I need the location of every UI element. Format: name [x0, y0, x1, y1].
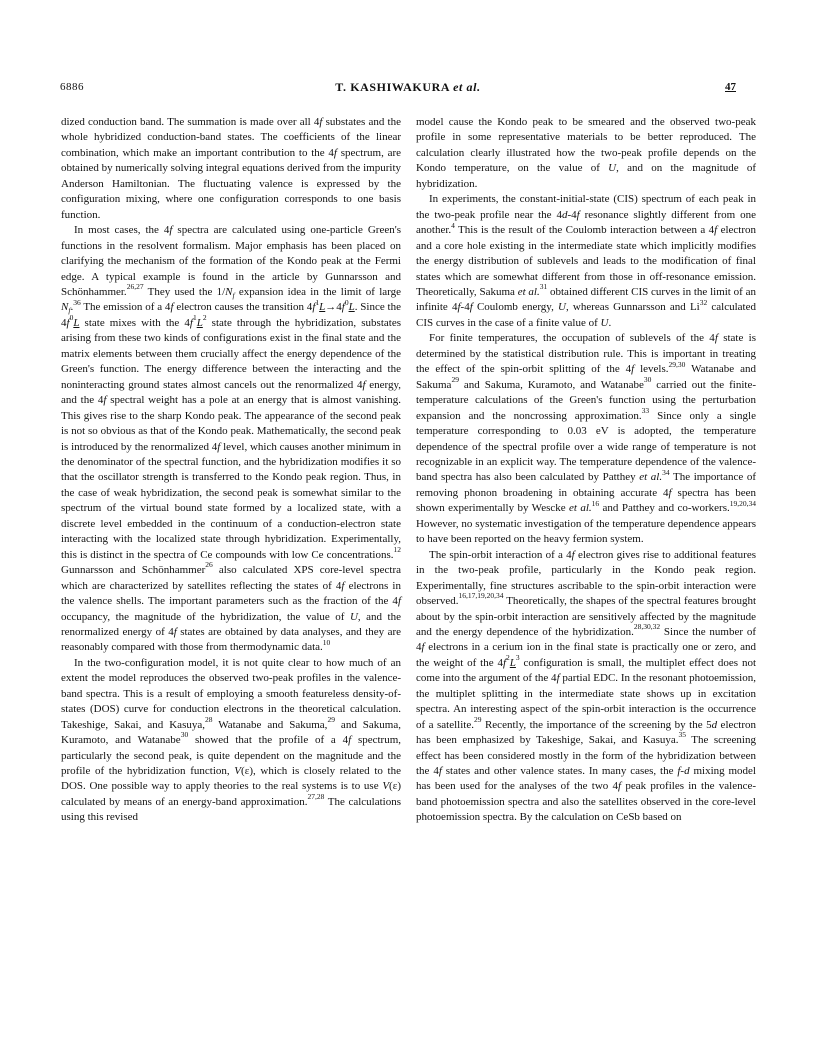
paragraph: model cause the Kondo peak to be smeared and the observed two-peak profile in some representative materials to be better reproduced. The calculation clearly illustrated how the two-peak profile depends on the Kondo temperature, on the value of U, and on the magnitude of hybridization. — [416, 116, 757, 190]
paragraph: For finite temperatures, the occupation of sublevels of the 4f state is determined by the statistical distribution rule. This is important in treating the effect of the spin-orbit splitting of the 4f levels.$^{29,30}$ Watanabe and Sakuma$^{29}$ and Sakuma, Kuramoto, and Watanabe$^{30}$ carried out the finite-temperature calculations of the Green's function using the perturbation expansion and the noncrossing approximation.$^{33}$ Since only a single temperature corresponding to 0.03 eV is adopted, the temperature dependence of the spectral profile over a wide range of temperature is not recognizable in an explicit way. The temperature dependence of the valence-band spectra has also been calculated by Patthey et al.$^{34}$ The importance of removing phonon broadening in obtaining accurate 4f spectra has been shown experimentally by Wescke et al.$^{16}$ and Patthey and co-workers.$^{19,20,34}$ However, no systematic investigation of the temperature dependence appears to have been reported on the heavy fermion system. — [416, 332, 757, 546]
volume-number: 47 — [725, 81, 736, 93]
running-title — [0, 80, 816, 95]
page-number: 6886 — [60, 81, 84, 93]
paragraph: The spin-orbit interaction of a 4f electron gives rise to additional features in the two-peak profile, particularly in the Kondo peak region. Experimentally, fine structures ascribable to the spin-orbit interaction were observed.$^{16,17,19,20,34}$ Theoretically, the shapes of the spectral features brought about by the spin-orbit interaction are sensitively affected by the magnitude and the energy dependence of the hybridization.$^{28,30,32}$ Since the number of 4f electrons in a cerium ion in the final state is practically one or zero, and the weight of the $4f^2L^3$ configuration is small, the multiplet effect does not come into the argument of the 4f partial EDC. In the resonant photoemission, the multiplet splitting in the intermediate state shows up in excitation spectra. An interesting aspect of the spin-orbit interaction is the occurrence of a satellite.$^{29}$ Recently, the importance of the screening by the 5d electron has been emphasized by Takeshige, Sakai, and Kasuya.$^{35}$ The screening effect has been considered mostly in the form of the hybridization between the 4f states and other valence states. In many cases, the f-d mixing model has been used for the analyses of the two 4f peak profiles in the valence-band photoemission spectra and also the satellites observed in the core-level photoemission spectra. By the calculation on CeSb based on — [416, 548, 757, 824]
right-column — [416, 115, 756, 826]
paragraph: In most cases, the 4f spectra are calculated using one-particle Green's functions in the resolvent formalism. Major emphasis has been placed on clarifying the mechanism of the formation of the Kondo peak at the Fermi edge. A typical example is found in the article by Gunnarsson and Schönhammer.$^{26,27}$ They used the $1/N_f$ expansion idea in the limit of large $N_f.^{36}$ The emission of a 4f electron causes the transition $4f^1L\to 4f^0L$. Since the $4f^0L$ state mixes with the $4f^1L^2$ state through the hybridization, substates arising from these two kinds of configurations exist in the final state and the matrix elements between them crucially affect the energy dependence of the Green's function. The energy difference between the interacting and the noninteracting ground states almost cancels out the renormalized 4f energy, and the 4f spectral weight has a pole at an energy that is almost vanishing. This gives rise to the sharp Kondo peak. The appearance of the second peak is not so obvious as that of the Kondo peak. Mathematically, the second peak is introduced by the renormalized 4f level, which causes another minimum in the denominator of the spectral function, and the hybridization modifies it so that the oscillator strength is transferred to the Kondo peak region. Thus, in the case of weak hybridization, the second peak is somewhat similar to the spectrum of the virtual bound state formed by a localized state, with a discrete level embedded in the continuum of a conduction-electron state interacting with the localized state through hybridization. Experimentally, this is distinct in the spectra of Ce compounds with low Ce concentrations.$^{12}$ Gunnarsson and Schönhammer$^{26}$ also calculated XPS core-level spectra which are characterized by satellites reflecting the states of 4f electrons in the valence shells. The important parameters such as the fraction of the 4f occupancy, the magnitude of the hybridization, the value of U, and the renormalized energy of 4f states are obtained by data analyses, and they are reasonably compared with those from thermodynamic data.$^{10}$ — [61, 224, 402, 654]
running-header — [0, 81, 816, 101]
left-column — [61, 115, 401, 826]
paragraph: In the two-configuration model, it is not quite clear to how much of an extent the model reproduces the observed two-peak profiles in the valence-band spectra. This is a result of employing a smooth featureless density-of-states (DOS) curve for conduction electrons in the theoretical calculation. Takeshige, Sakai, and Kasuya,$^{28}$ Watanabe and Sakuma,$^{29}$ and Sakuma, Kuramoto, and Watanabe$^{30}$ showed that the profile of a 4f spectrum, particularly the second peak, is quite dependent on the magnitude and the profile of the hybridization function, V(ε), which is closely related to the DOS. One possible way to apply theories to the real systems is to use V(ε) calculated by means of an energy-band approximation.$^{27,28}$ The calculations using this revised — [61, 656, 402, 824]
authors: T. KASHIWAKURA — [335, 80, 450, 94]
et-al: et al. — [453, 80, 481, 94]
paragraph: dized conduction band. The summation is made over all 4f substates and the whole hybridized conduction-band states. The coefficients of the linear combination, which make an important contribution to the 4f spectrum, are obtained by numerically solving integral equations derived from the impurity Anderson Hamiltonian. The fluctuating valence is expressed by the configuration mixing, where one configuration corresponds to one basis function. — [61, 116, 402, 221]
paragraph: In experiments, the constant-initial-state (CIS) spectrum of each peak in the two-peak profile near the 4d-4f resonance slightly different from one another.$^4$ This is the result of the Coulomb interaction between a 4f electron and a core hole existing in the intermediate state which implicitly modifies the energy distribution of sublevels and leads to the modification of final states which are somewhat different from those in off-resonance emission. Theoretically, Sakuma et al.$^{31}$ obtained different CIS curves in the limit of an infinite 4f-4f Coulomb energy, U, whereas Gunnarsson and Li$^{32}$ calculated CIS curves in the case of a finite value of U. — [416, 193, 756, 329]
